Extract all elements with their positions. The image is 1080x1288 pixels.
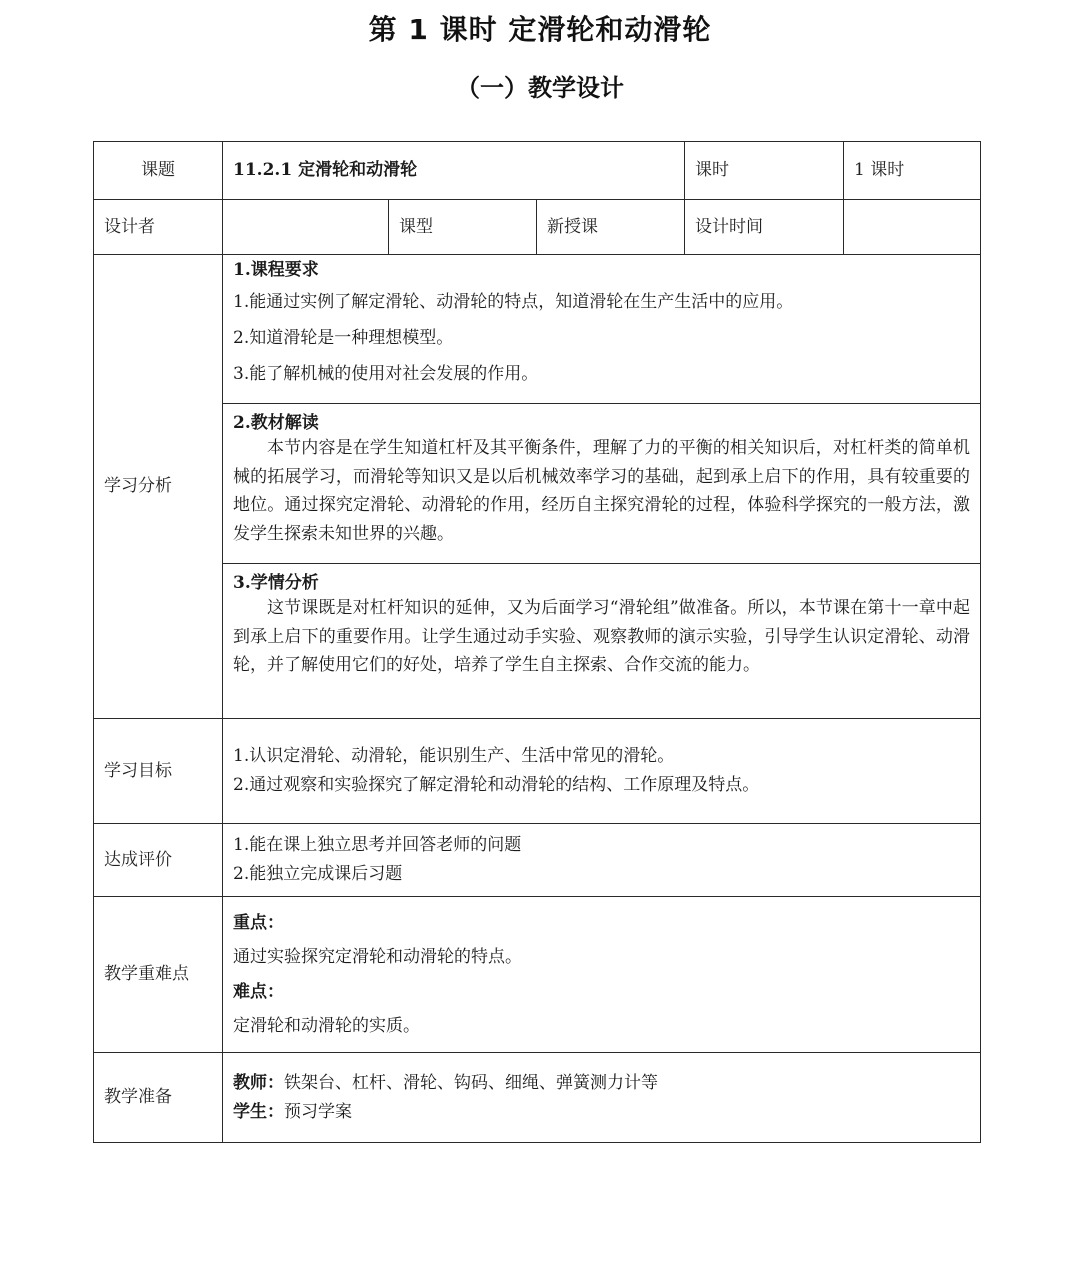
difficult-heading: 难点： (233, 981, 284, 1002)
assessment-item: 1.能在课上独立思考并回答老师的问题 (233, 835, 522, 855)
teacher-text: 铁架台、杠杆、滑轮、钩码、细绳、弹簧测力计等 (284, 1072, 658, 1093)
preparation-section (223, 1053, 981, 1143)
student-preparation (233, 1098, 970, 1127)
textbook-row (94, 404, 981, 564)
students-paragraph: 这节课既是对杠杆知识的延伸，又为后面学习“滑轮组”做准备。所以，本节课在第十一章中起到承上启下的重要作用。让学生通过动手实验、观察教师的演示实验，引导学生认识定滑轮、动滑轮，并了解使用它们的好处，培养了学生自主探索、合作交流的能力。 (233, 598, 970, 676)
assessment-section (223, 824, 981, 897)
objectives-label: 学习目标 (94, 719, 223, 824)
preparation-row (94, 1053, 981, 1143)
lesson-plan-table (93, 141, 981, 1143)
key-points-row (94, 897, 981, 1053)
topic-value: 11.2.1 定滑轮和动滑轮 (223, 142, 685, 200)
textbook-section (223, 404, 981, 564)
difficult-text: 定滑轮和动滑轮的实质。 (233, 1015, 420, 1036)
preparation-label: 教学准备 (94, 1053, 223, 1143)
page-title: 第 1 课时 定滑轮和动滑轮 (368, 13, 712, 46)
textbook-paragraph: 本节内容是在学生知道杠杆及其平衡条件，理解了力的平衡的相关知识后，对杠杆类的简单机械的拓展学习，而滑轮等知识又是以后机械效率学习的基础，起到承上启下的作用，具有较重要的地位。通过探究定滑轮、动滑轮的作用，经历自主探究滑轮的过程，体验科学探究的一般方法，激发学生探索未知世界的兴趣。 (233, 438, 970, 544)
analysis-label: 学习分析 (94, 255, 223, 719)
period-label: 课时 (685, 142, 844, 200)
objective-item: 1.认识定滑轮、动滑轮，能识别生产、生活中常见的滑轮。 (233, 746, 675, 766)
curriculum-item: 1.能通过实例了解定滑轮、动滑轮的特点，知道滑轮在生产生活中的应用。 (233, 292, 794, 313)
key-points-section (223, 897, 981, 1053)
curriculum-section (223, 255, 981, 404)
topic-row (94, 142, 981, 200)
students-row (94, 564, 981, 719)
designer-row (94, 200, 981, 255)
key-points-label: 教学重难点 (94, 897, 223, 1053)
objective-item: 2.通过观察和实验探究了解定滑轮和动滑轮的结构、工作原理及特点。 (233, 775, 760, 795)
curriculum-row (94, 255, 981, 404)
lesson-type-label: 课型 (389, 200, 537, 255)
design-time-value (844, 200, 981, 255)
curriculum-heading: 1.课程要求 (233, 260, 319, 280)
key-heading: 重点： (233, 913, 284, 934)
key-text: 通过实验探究定滑轮和动滑轮的特点。 (233, 947, 522, 968)
student-label: 学生： (233, 1101, 284, 1122)
students-section (223, 564, 981, 719)
textbook-heading: 2.教材解读 (233, 413, 319, 433)
assessment-label: 达成评价 (94, 824, 223, 897)
topic-label: 课题 (94, 142, 223, 200)
objectives-row (94, 719, 981, 824)
designer-label: 设计者 (94, 200, 223, 255)
teacher-label: 教师： (233, 1072, 284, 1093)
page-subtitle: （一）教学设计 (456, 74, 624, 102)
assessment-item: 2.能独立完成课后习题 (233, 864, 403, 884)
design-time-label: 设计时间 (685, 200, 844, 255)
lesson-type-value: 新授课 (537, 200, 685, 255)
curriculum-item: 2.知道滑轮是一种理想模型。 (233, 328, 454, 349)
designer-value (223, 200, 389, 255)
objectives-section (223, 719, 981, 824)
student-text: 预习学案 (284, 1101, 352, 1122)
teacher-preparation (233, 1069, 970, 1098)
curriculum-item: 3.能了解机械的使用对社会发展的作用。 (233, 364, 539, 385)
students-heading: 3.学情分析 (233, 573, 319, 593)
period-value: 1 课时 (844, 142, 981, 200)
assessment-row (94, 824, 981, 897)
